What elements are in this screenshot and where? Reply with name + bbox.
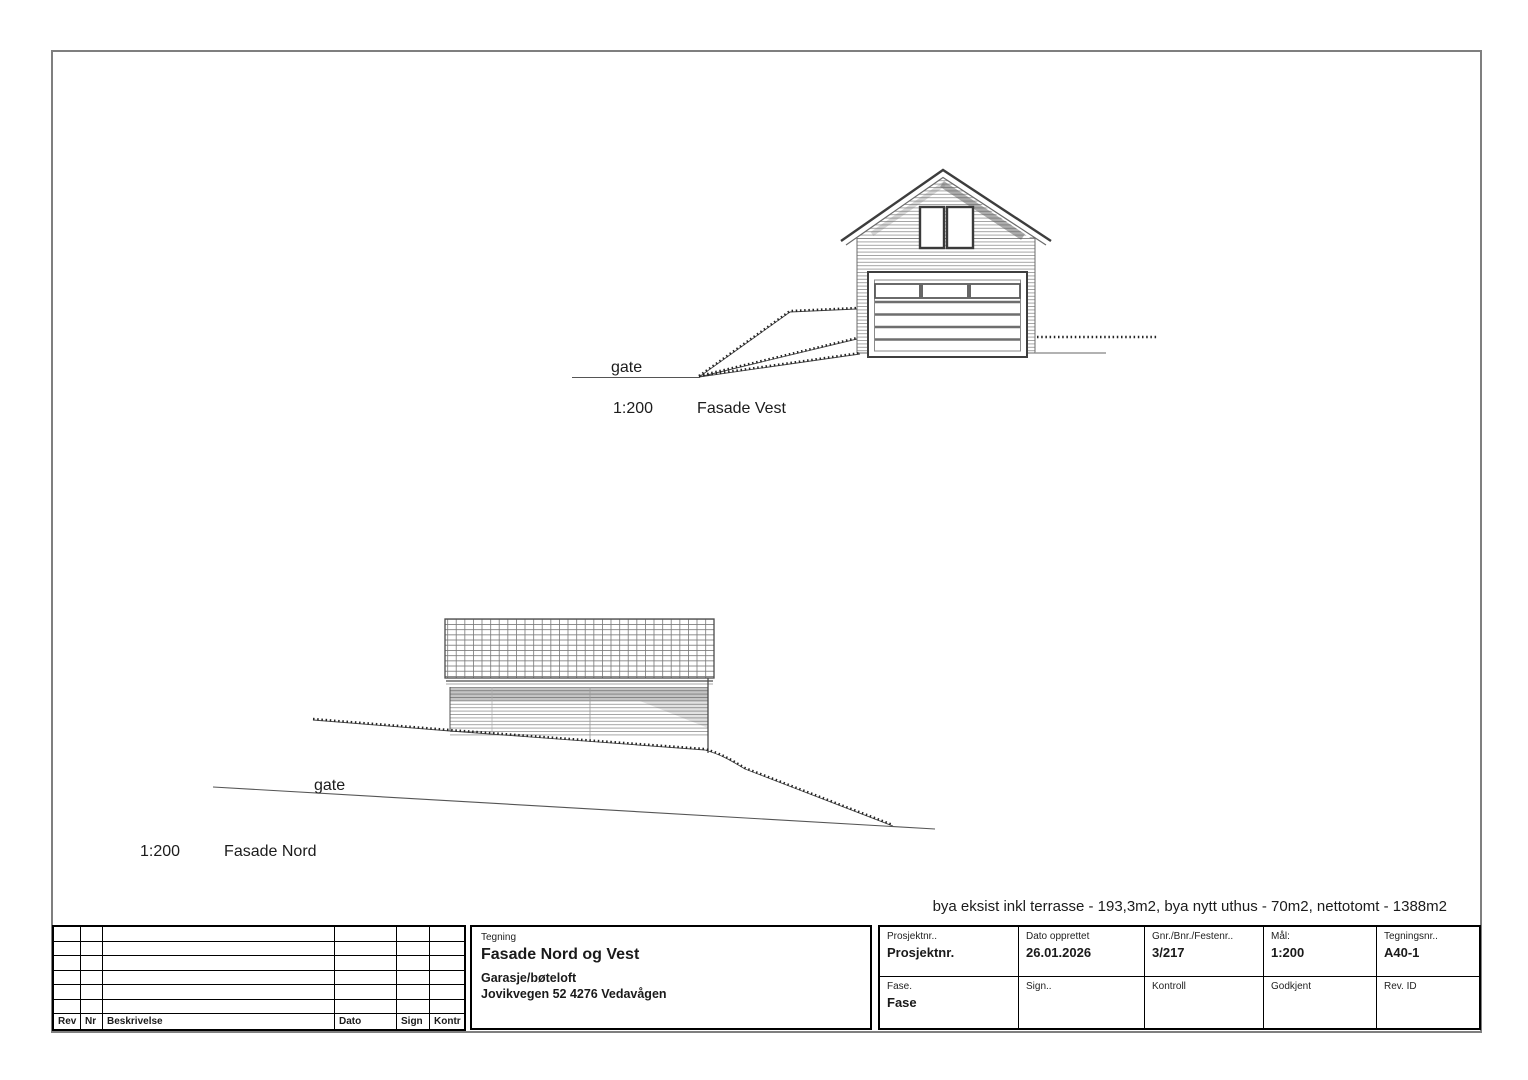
field-godkjent: Godkjent: [1264, 977, 1377, 1028]
nord-roof-tiles: [445, 619, 714, 678]
rev-header-dato: Dato: [335, 1014, 397, 1029]
vest-scale: 1:200: [613, 400, 654, 417]
rev-header-rev: Rev: [54, 1014, 81, 1029]
vest-view-name: Fasade Vest: [697, 400, 786, 417]
nord-scale: 1:200: [140, 843, 181, 860]
field-prosjektnr: Prosjektnr.. Prosjektnr.: [880, 927, 1019, 977]
field-sign: Sign..: [1019, 977, 1145, 1028]
field-rev-id: Rev. ID: [1384, 981, 1417, 992]
nord-view-name: Fasade Nord: [224, 843, 317, 860]
tegning-label: Tegning: [481, 932, 517, 943]
rev-header-kontr: Kontr: [434, 1016, 461, 1028]
area-note: bya eksist inkl terrasse - 193,3m2, bya nytt uthus - 70m2, nettotomt - 1388m2: [932, 898, 1447, 915]
fasade-vest-drawing: [572, 170, 1157, 378]
revision-table: [52, 925, 466, 1031]
nord-eave-shadow: [450, 687, 708, 701]
rev-header-beskrivelse: Beskrivelse: [103, 1014, 335, 1029]
nord-caption: [140, 843, 317, 861]
drawing-subtitle-1: Garasje/bøteloft: [481, 971, 577, 985]
rev-header-sign: Sign: [397, 1014, 430, 1029]
field-fase: Fase. Fase: [880, 977, 1019, 1028]
vest-window-right: [947, 207, 973, 248]
rev-cell: [54, 927, 81, 942]
sheet-border: [52, 51, 1481, 1032]
vest-garage-door: [868, 272, 1027, 357]
drawing-title-box: [470, 925, 872, 1030]
nord-gate-label: gate: [314, 777, 346, 794]
field-gnr-bnr-festenr: Gnr./Bnr./Festenr.. 3/217: [1145, 927, 1264, 977]
rev-header-nr: Nr: [81, 1014, 103, 1029]
vest-window-left: [920, 207, 944, 248]
fasade-nord-drawing: [213, 619, 935, 829]
drawing-subtitle-2: Jovikvegen 52 4276 Vedavågen: [481, 987, 667, 1002]
vest-gate-label: gate: [611, 359, 643, 376]
project-info-grid: [878, 925, 1481, 1030]
field-tegningsnr: Tegningsnr.. A40-1: [1377, 927, 1479, 977]
field-dato-opprettet: Dato opprettet 26.01.2026: [1019, 927, 1145, 977]
field-maal: Mål: 1:200: [1264, 927, 1377, 977]
vest-caption: [613, 400, 786, 418]
field-kontroll: Kontroll: [1145, 977, 1264, 1028]
vest-terrain-lines: [699, 308, 860, 377]
drawing-title: Fasade Nord og Vest: [481, 946, 640, 963]
